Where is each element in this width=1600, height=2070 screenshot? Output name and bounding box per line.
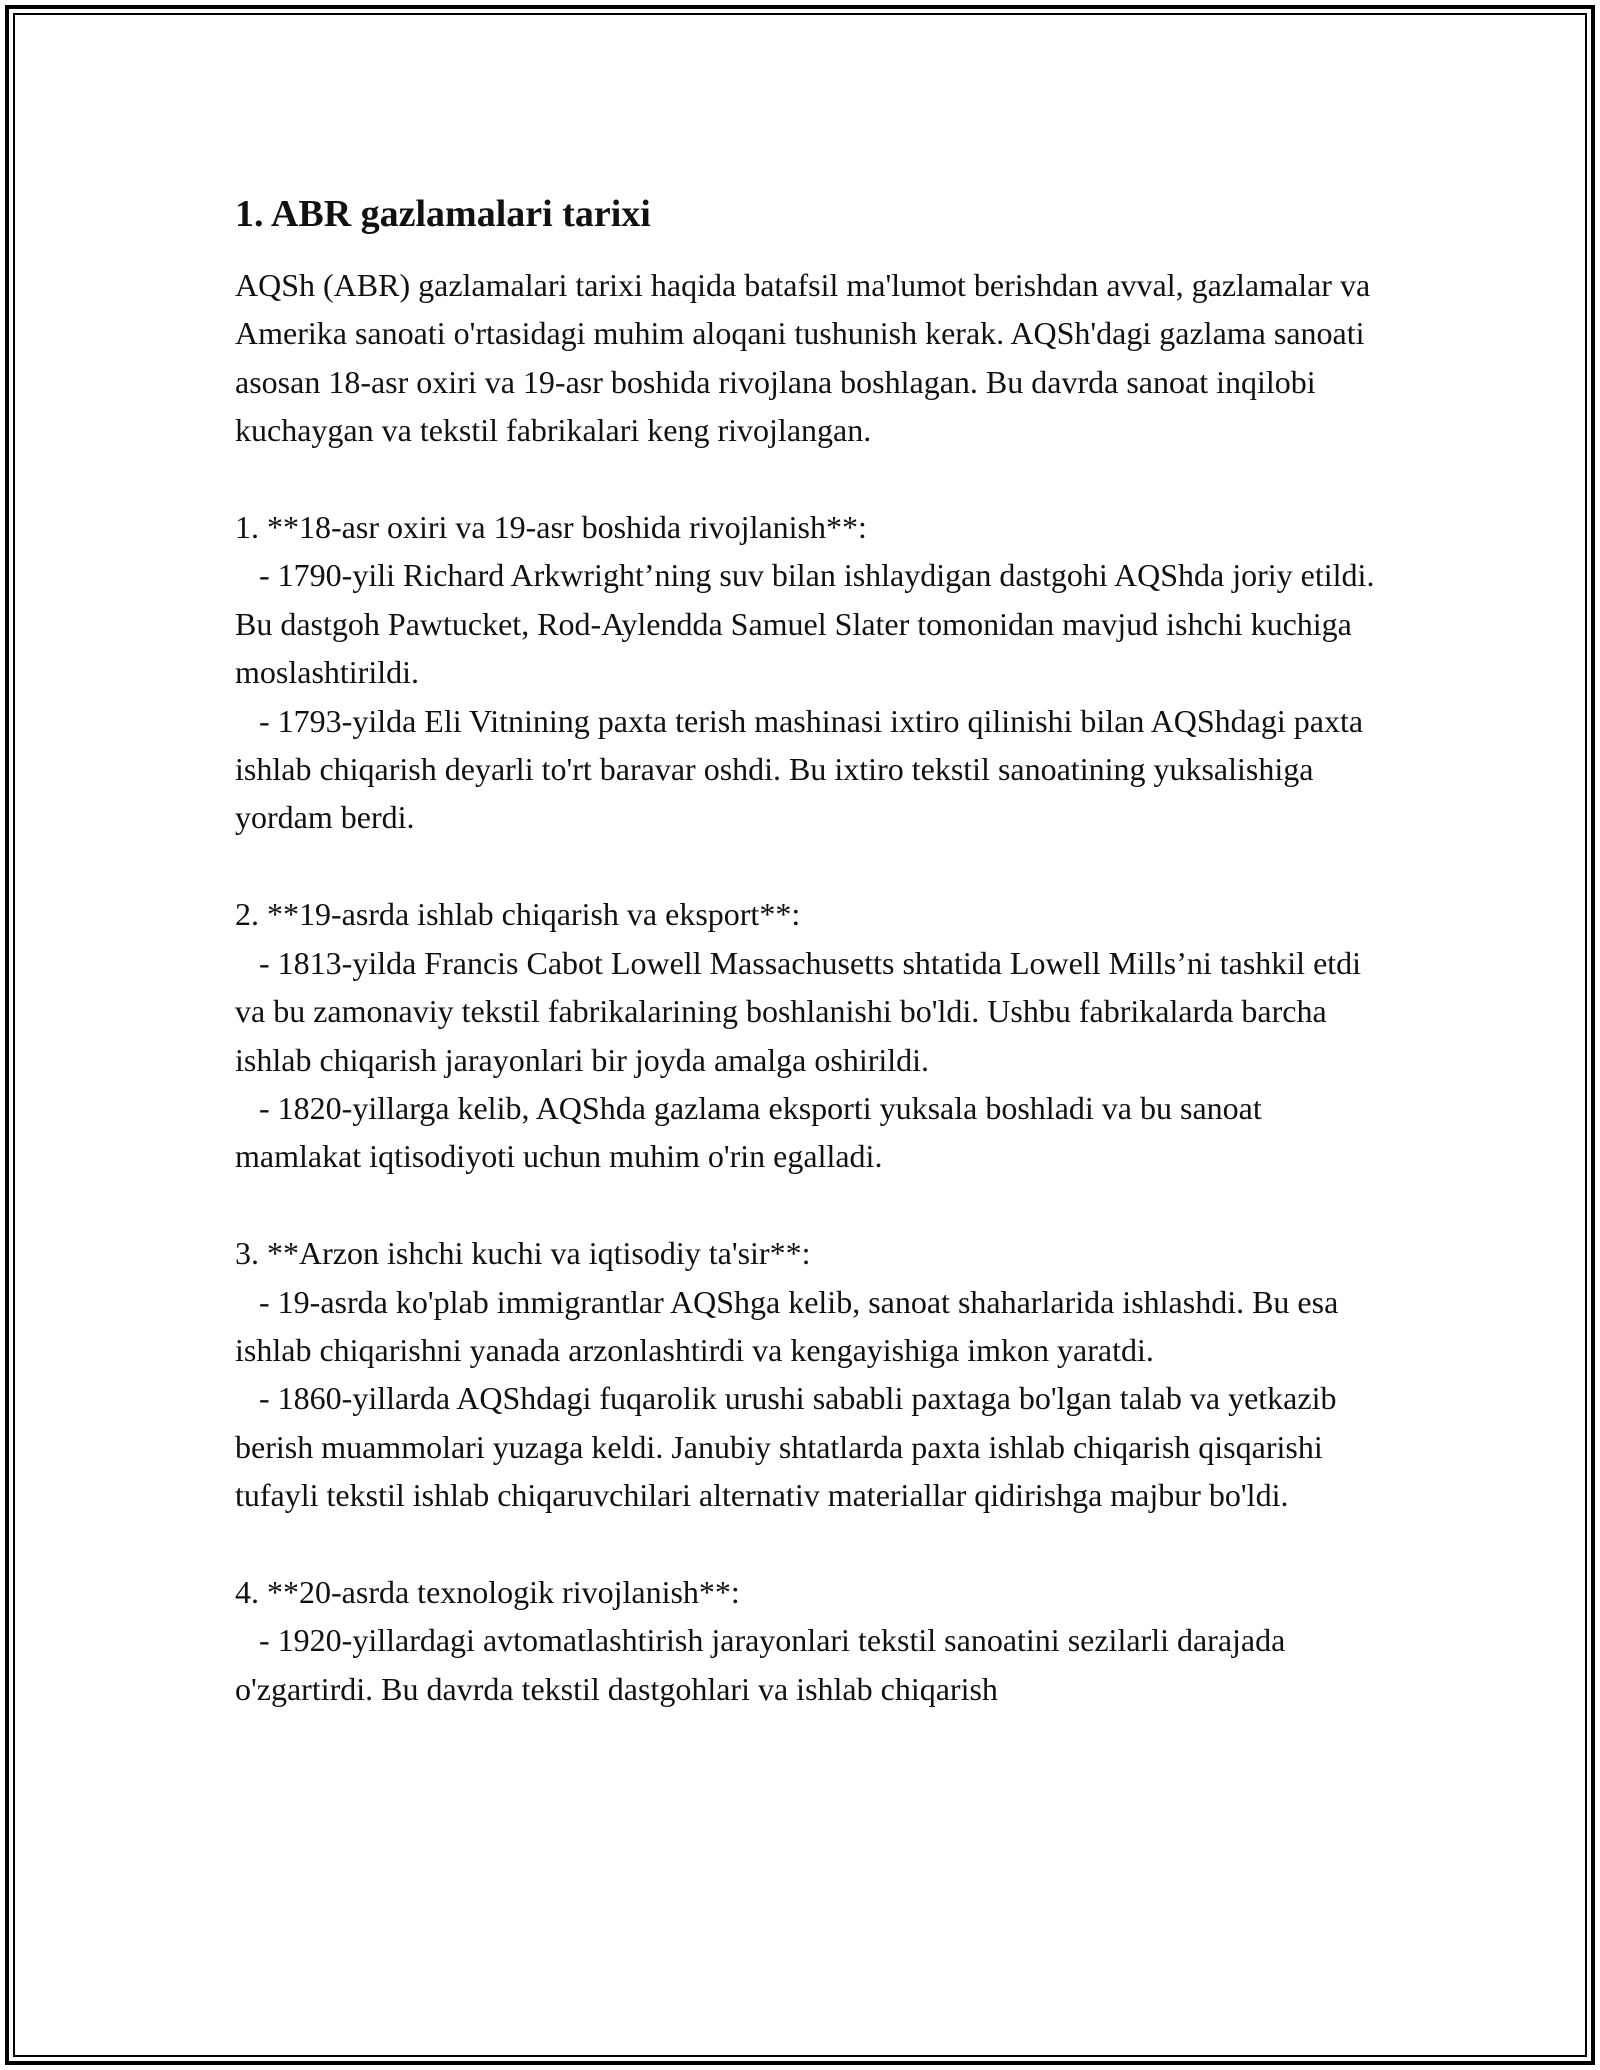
document-page <box>235 190 1395 1713</box>
document-title: 1. ABR gazlamalari tarixi <box>235 193 651 235</box>
document-body: AQSh (ABR) gazlamalari tarixi haqida batafsil ma'lumot berishdan avval, gazlamalar va Amerika sanoati o'rtasidagi muhim aloqani tushunish kerak. AQSh'dagi gazlama sanoati asosan 18-asr oxiri va 19-asr boshida rivojlana boshlagan. Bu davrda sanoat inqilobi kuchaygan va tekstil fabrikalari keng rivojlangan. 1. **18-asr oxiri va 19-asr boshida rivojlanish**: - 1790-yili Richard Arkwright’ning suv bilan ishlaydigan dastgohi AQShda joriy etildi. Bu dastgoh Pawtucket, Rod-Aylendda Samuel Slater tomonidan mavjud ishchi kuchiga moslashtirildi. - 1793-yilda Eli Vitnining paxta terish mashinasi ixtiro qilinishi bilan AQShdagi paxta ishlab chiqarish deyarli to'rt baravar oshdi. Bu ixtiro tekstil sanoatining yuksalishiga yordam berdi. 2. **19-asrda ishlab chiqarish va eksport**: - 1813-yilda Francis Cabot Lowell Massachusetts shtatida Lowell Mills’ni tashkil etdi va bu zamonaviy tekstil fabrikalarining boshlanishi bo'ldi. Ushbu fabrikalarda barcha ishlab chiqarish jarayonlari bir joyda amalga oshirildi. - 1820-yillarga kelib, AQShda gazlama eksporti yuksala boshladi va bu sanoat mamlakat iqtisodiyoti uchun muhim o'rin egalladi. 3. **Arzon ishchi kuchi va iqtisodiy ta'sir**: - 19-asrda ko'plab immigrantlar AQShga kelib, sanoat shaharlarida ishlashdi. Bu esa ishlab chiqarishni yanada arzonlashtirdi va kengayishiga imkon yaratdi. - 1860-yillarda AQShdagi fuqarolik urushi sababli paxtaga bo'lgan talab va yetkazib berish muammolari yuzaga keldi. Janubiy shtatlarda paxta ishlab chiqarish qisqarishi tufayli tekstil ishlab chiqaruvchilari alternativ materiallar qidirishga majbur bo'ldi. 4. **20-asrda texnologik rivojlanish**: - 1920-yillardagi avtomatlashtirish jarayonlari tekstil sanoatini sezilarli darajada o'zgartirdi. Bu davrda tekstil dastgohlari va ishlab chiqarish <box>235 267 1375 1707</box>
